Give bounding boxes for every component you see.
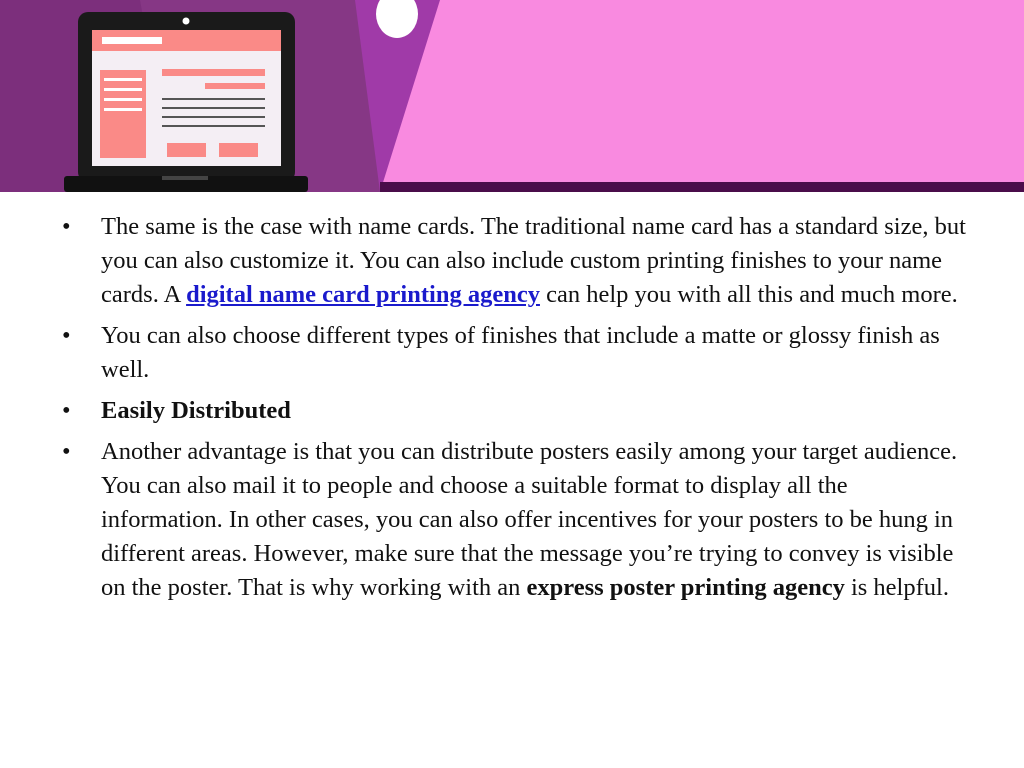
bullet-text: The same is the case with name cards. The traditional name card has a standard size, but you can also customize it. You can also include custom printing finishes to your name cards. A [101,213,966,308]
bullet-text: is helpful. [844,574,949,601]
list-item [0,394,1024,428]
list-item [0,319,1024,387]
list-item [0,435,1024,605]
header-banner [0,0,1024,192]
laptop-notch [162,176,208,180]
banner-stripe [380,182,1024,192]
bullet-marker: • [62,438,71,465]
pink-panel [380,0,1024,192]
screen-sidebar [100,70,146,158]
slide-content [0,210,1024,612]
bullet-list [0,210,1024,605]
bullet-text: can help you with all this and much more. [539,281,958,308]
digital-name-card-link[interactable]: digital name card printing agency [186,281,540,308]
section-heading: Easily Distributed [101,397,291,424]
bold-phrase: express poster printing agency [526,574,845,601]
bullet-marker: • [62,397,71,424]
bullet-marker: • [62,322,71,349]
bullet-text: You can also choose different types of finishes that include a matte or glossy finish as well. [101,322,940,383]
screen-button-left [167,143,206,157]
bullet-text: Another advantage is that you can distribute posters easily among your target audience. You can also mail it to people and choose a suitable format to display all the information. In other cases, you can also offer incentives for your posters to be hung in different areas. However, make sure that the message you’re trying to convey is visible on the poster. That is why working with an [101,438,958,601]
screen-header-line [102,37,162,44]
banner-illustration [0,0,1024,192]
screen-button-right [219,143,258,157]
bullet-marker: • [62,213,71,240]
screen-title-bar [162,69,265,76]
laptop-illustration [64,12,308,192]
laptop-camera [183,18,190,25]
list-item [0,210,1024,312]
